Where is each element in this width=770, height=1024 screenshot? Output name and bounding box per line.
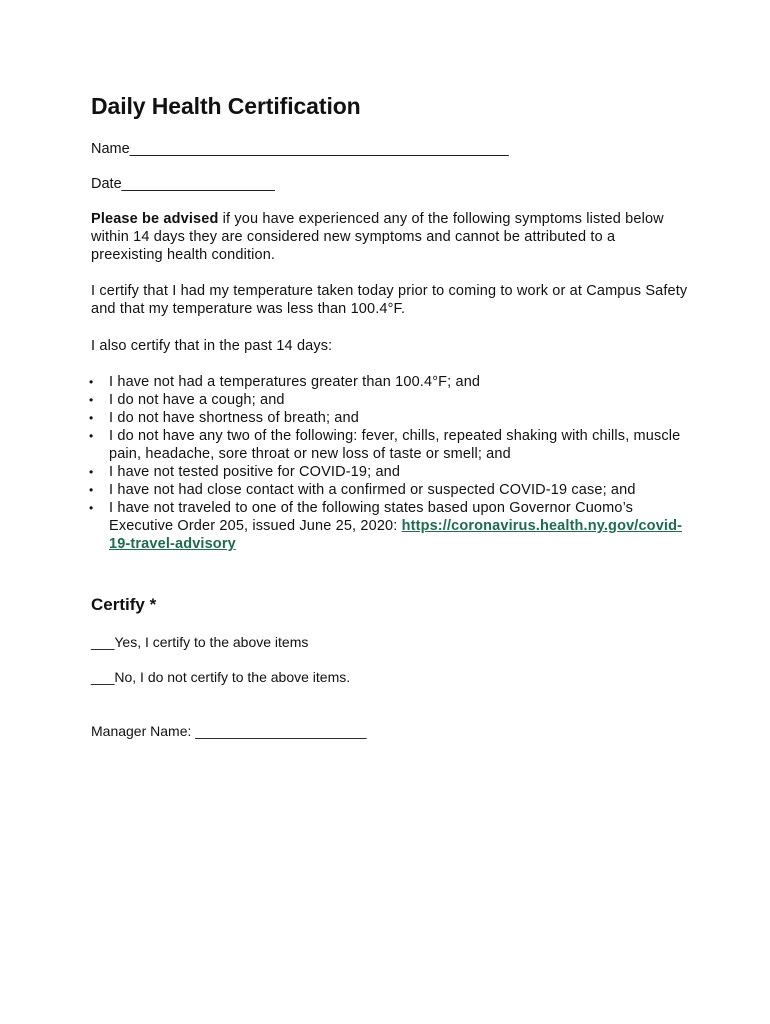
bullet-icon: • [89,375,94,389]
list-item-text: I do not have shortness of breath; and [109,410,359,426]
list-item-text: I do not have any two of the following: fever, chills, repeated shaking with chills, muscle pain, headache, sore throat or new loss of taste or smell; and [109,428,681,462]
advisory-text: if you have experienced any of the following symptoms listed below within 14 days they are considered new symptoms and cannot be attributed to a preexisting health condition. [91,211,664,263]
date-field-line: Date___________________ [91,176,275,192]
list-item [91,499,691,553]
list-item [91,481,691,499]
bullet-icon: • [89,393,94,407]
temperature-statement: I certify that I had my temperature taken today prior to coming to work or at Campus Safety and that my temperature was less than 100.4°F. [91,283,688,317]
list-item-text: I have not had close contact with a confirmed or suspected COVID-19 case; and [109,482,636,498]
certify-heading: Certify * [91,595,157,614]
list-item [91,409,691,427]
list-item [91,427,691,463]
bullet-icon: • [89,411,94,425]
list-item [91,463,691,481]
list-item [91,391,691,409]
list-item-text: I do not have a cough; and [109,392,285,408]
certify-yes-option: ___Yes, I certify to the above items [91,634,309,650]
bullet-icon: • [89,429,94,443]
bullet-icon: • [89,465,94,479]
document-page [91,90,691,754]
symptom-list [91,373,691,553]
bullet-icon: • [89,483,94,497]
document-title: Daily Health Certification [91,93,361,119]
name-field-line: Name_______________________________________________ [91,141,509,157]
list-item [91,373,691,391]
list-item-text: I have not had a temperatures greater than 100.4°F; and [109,374,481,390]
also-certify-intro: I also certify that in the past 14 days: [91,338,333,354]
travel-advisory-link[interactable]: https://coronavirus.health.ny.gov/covid-19-travel-advisory [109,518,683,552]
list-item-text: I have not traveled to one of the following states based upon Governor Cuomo’s Executive Order 205, issued June 25, 2020: [109,500,634,534]
advisory-lead: Please be advised [91,211,219,227]
manager-name-line: Manager Name: ______________________ [91,723,367,739]
advisory-paragraph [91,210,691,264]
list-item-text: I have not tested positive for COVID-19; and [109,464,401,480]
certify-no-option: ___No, I do not certify to the above items. [91,669,351,685]
bullet-icon: • [89,501,94,515]
